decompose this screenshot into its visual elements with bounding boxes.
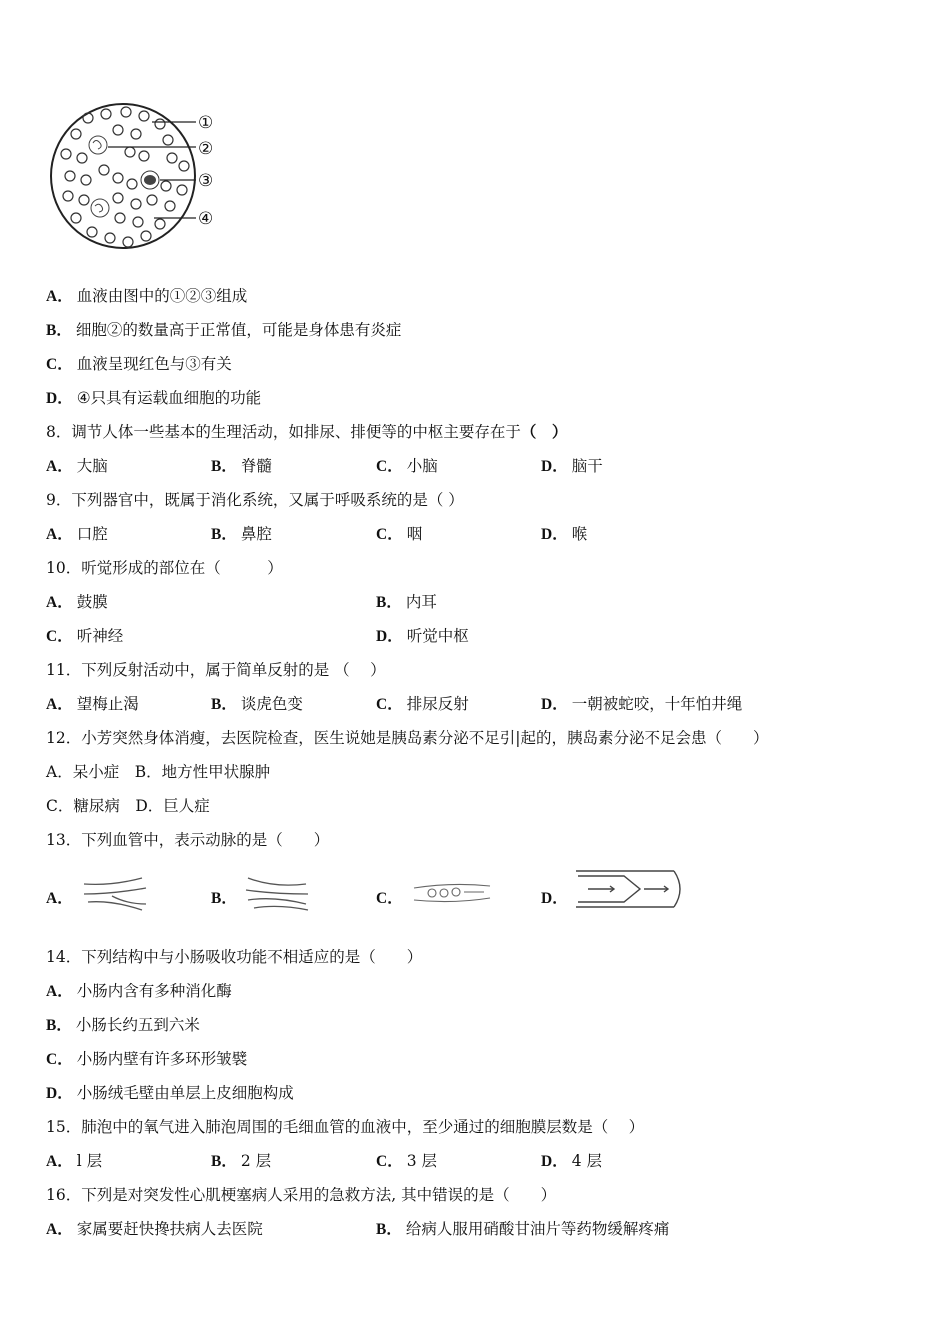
label-3: ③ bbox=[198, 171, 214, 191]
q9-option-a: A． 口腔 bbox=[46, 525, 108, 543]
red-blood-cell bbox=[167, 153, 177, 163]
red-blood-cell bbox=[133, 217, 143, 227]
red-blood-cell bbox=[79, 195, 89, 205]
red-blood-cell bbox=[77, 153, 87, 163]
q15-option-d: D． 4 层 bbox=[541, 1152, 602, 1170]
figure-labels bbox=[198, 113, 213, 229]
vessel-c-diagram bbox=[412, 878, 492, 908]
red-blood-cell bbox=[163, 135, 173, 145]
q8-option-c: C． 小脑 bbox=[376, 457, 438, 475]
red-blood-cell bbox=[179, 161, 189, 171]
q11-option-b: B． 谈虎色变 bbox=[211, 695, 303, 713]
q15-option-c: C． 3 层 bbox=[376, 1152, 437, 1170]
q8-stem: 8．调节人体一些基本的生理活动，如排尿、排便等的中枢主要存在于（ ） bbox=[46, 422, 568, 441]
red-blood-cell bbox=[113, 125, 123, 135]
red-blood-cell bbox=[71, 213, 81, 223]
red-blood-cell bbox=[177, 185, 187, 195]
red-blood-cell bbox=[155, 219, 165, 229]
q9-stem: 9．下列器官中，既属于消化系统，又属于呼吸系统的是（ ） bbox=[46, 491, 464, 509]
q13-stem: 13．下列血管中，表示动脉的是（ ） bbox=[46, 831, 330, 849]
q13-option-a: A． bbox=[46, 890, 73, 907]
q11-option-d: D． 一朝被蛇咬，十年怕井绳 bbox=[541, 695, 743, 713]
red-blood-cell bbox=[141, 231, 151, 241]
q11-option-c: C． 排尿反射 bbox=[376, 695, 469, 713]
vessel-b-diagram bbox=[244, 874, 314, 914]
q10-option-d: D． 听觉中枢 bbox=[376, 627, 469, 645]
q10-stem: 10．听觉形成的部位在（ ） bbox=[46, 559, 283, 577]
q13-option-b: B． bbox=[211, 890, 237, 907]
q14-option-b: B． 小肠长约五到六米 bbox=[46, 1016, 200, 1034]
q8-option-d: D． 脑干 bbox=[541, 457, 603, 475]
q8-option-a: A． 大脑 bbox=[46, 457, 108, 475]
q12-stem: 12．小芳突然身体消瘦，去医院检查，医生说她是胰岛素分泌不足引|起的，胰岛素分泌不足会患（ ） bbox=[46, 729, 769, 747]
red-blood-cell bbox=[99, 165, 109, 175]
q14-option-a: A． 小肠内含有多种消化酶 bbox=[46, 982, 232, 1000]
q10-option-b: B． 内耳 bbox=[376, 593, 437, 611]
red-blood-cell bbox=[147, 195, 157, 205]
q9-option-c: C． 咽 bbox=[376, 525, 423, 543]
red-blood-cell bbox=[115, 213, 125, 223]
vessel-a-diagram bbox=[82, 874, 152, 914]
red-blood-cell bbox=[113, 193, 123, 203]
red-blood-cell bbox=[161, 181, 171, 191]
red-blood-cell bbox=[61, 149, 71, 159]
red-blood-cell bbox=[123, 237, 133, 247]
red-blood-cell bbox=[127, 179, 137, 189]
red-blood-cell bbox=[87, 227, 97, 237]
red-blood-cell bbox=[155, 119, 165, 129]
q12-options-line-2: C．糖尿病 D．巨人症 bbox=[46, 797, 210, 815]
red-blood-cell bbox=[139, 111, 149, 121]
q9-option-d: D． 喉 bbox=[541, 525, 588, 543]
red-blood-cell bbox=[125, 147, 135, 157]
white-blood-cell bbox=[89, 136, 109, 217]
q15-stem: 15．肺泡中的氧气进入肺泡周围的毛细血管的血液中，至少通过的细胞膜层数是（ ） bbox=[46, 1118, 645, 1136]
red-blood-cell bbox=[81, 175, 91, 185]
label-4: ④ bbox=[198, 209, 214, 229]
q14-option-c: C． 小肠内壁有许多环形皱襞 bbox=[46, 1050, 248, 1068]
q7-option-b: B． 细胞②的数量高于正常值，可能是身体患有炎症 bbox=[46, 321, 402, 339]
q14-option-d: D． 小肠绒毛壁由单层上皮细胞构成 bbox=[46, 1084, 294, 1102]
vessel-d-diagram bbox=[574, 868, 686, 910]
q11-stem: 11．下列反射活动中，属于简单反射的是 （ ） bbox=[46, 661, 386, 679]
q7-option-d: D． ④只具有运载血细胞的功能 bbox=[46, 389, 262, 407]
q7-option-c: C． 血液呈现红色与③有关 bbox=[46, 355, 232, 373]
q7-option-a: A． 血液由图中的①②③组成 bbox=[46, 287, 248, 305]
q13-option-d: D． bbox=[541, 890, 568, 907]
red-blood-cell bbox=[113, 173, 123, 183]
q15-option-a: A． l 层 bbox=[46, 1152, 103, 1170]
red-blood-cell bbox=[139, 151, 149, 161]
q13-option-c: C． bbox=[376, 890, 403, 907]
q15-option-b: B． 2 层 bbox=[211, 1152, 272, 1170]
red-blood-cell bbox=[83, 113, 93, 123]
label-1: ① bbox=[198, 113, 214, 133]
red-blood-cell bbox=[131, 199, 141, 209]
red-blood-cell bbox=[65, 171, 75, 181]
red-blood-cell bbox=[71, 129, 81, 139]
q9-option-b: B． 鼻腔 bbox=[211, 525, 272, 543]
label-2: ② bbox=[198, 139, 214, 159]
q11-option-a: A． 望梅止渴 bbox=[46, 695, 139, 713]
red-blood-cell bbox=[63, 191, 73, 201]
q16-stem: 16．下列是对突发性心肌梗塞病人采用的急救方法, 其中错误的是（ ） bbox=[46, 1186, 557, 1204]
blood-smear-figure bbox=[48, 100, 278, 260]
red-blood-cell bbox=[165, 201, 175, 211]
red-blood-cell bbox=[105, 233, 115, 243]
red-blood-cell bbox=[121, 107, 131, 117]
red-blood-cell bbox=[131, 129, 141, 139]
q14-stem: 14．下列结构中与小肠吸收功能不相适应的是（ ） bbox=[46, 948, 423, 966]
q12-options-line-1: A．呆小症 B．地方性甲状腺肿 bbox=[46, 763, 271, 781]
q16-option-b: B． 给病人服用硝酸甘油片等药物缓解疼痛 bbox=[376, 1220, 670, 1238]
q10-option-a: A． 鼓膜 bbox=[46, 593, 108, 611]
q8-option-b: B． 脊髓 bbox=[211, 457, 272, 475]
red-blood-cell bbox=[101, 109, 111, 119]
q16-option-a: A． 家属要赶快搀扶病人去医院 bbox=[46, 1220, 263, 1238]
q10-option-c: C． 听神经 bbox=[46, 627, 124, 645]
lymphocyte-cell bbox=[141, 171, 159, 189]
